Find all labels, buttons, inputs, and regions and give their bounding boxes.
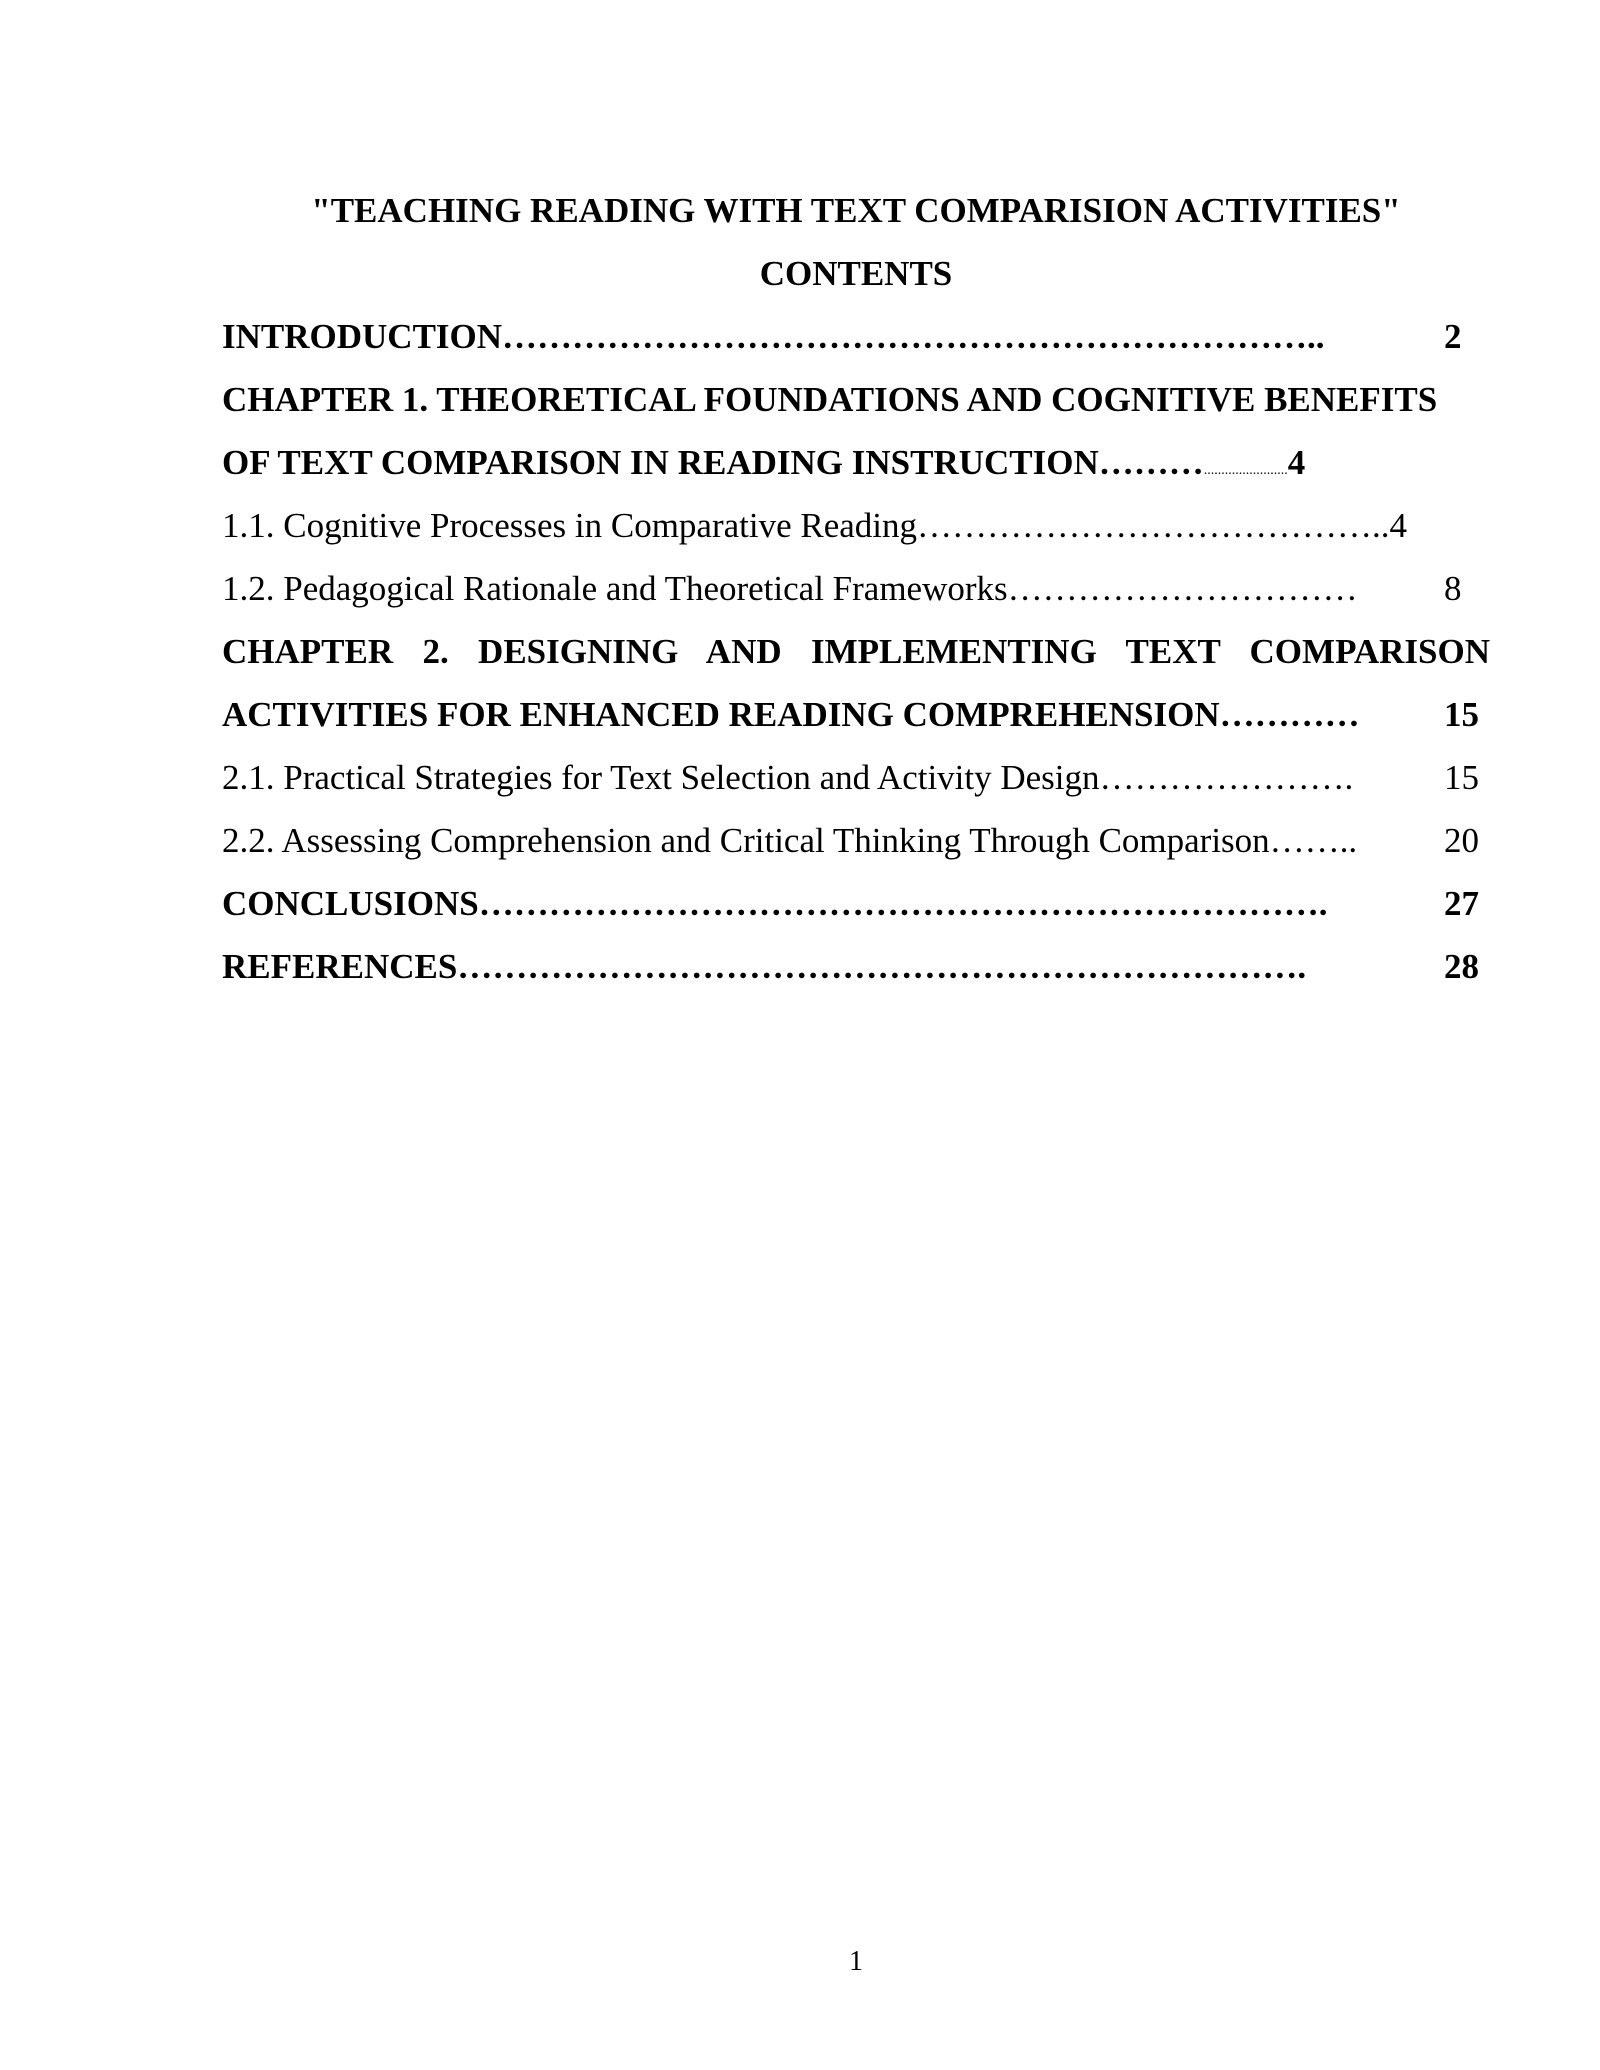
toc-entry-references[interactable] [222, 946, 1490, 988]
page-number: 1 [849, 1946, 863, 1977]
toc-entry-1-1[interactable] [222, 505, 1490, 547]
toc-entry-2-2[interactable] [222, 820, 1490, 862]
toc-entry-page: 2 [1444, 317, 1462, 356]
toc-entry-label: INTRODUCTION…………………………………………………………….. [222, 317, 1325, 356]
toc-entry-label: 1.1. Cognitive Processes in Comparative Reading…………………………………..4 [222, 506, 1408, 545]
toc-entry-label: ACTIVITIES FOR ENHANCED READING COMPREHENSION………… [222, 695, 1360, 734]
toc-entry-label: CHAPTER 1. THEORETICAL FOUNDATIONS AND COGNITIVE BENEFITS [222, 380, 1438, 419]
document-title: "TEACHING READING WITH TEXT COMPARISION ACTIVITIES" [311, 191, 1401, 230]
toc-entry-label: 2.2. Assessing Comprehension and Critical Thinking Through Comparison…….. [222, 821, 1358, 860]
toc-entry-label: 1.2. Pedagogical Rationale and Theoretical Frameworks………………………… [222, 569, 1358, 608]
toc-entry-page: 4 [1389, 506, 1408, 545]
toc-entry-chapter-1-cont[interactable] [222, 442, 1490, 484]
toc-entry-chapter-2-cont[interactable] [222, 694, 1490, 736]
toc-entry-page: 20 [1444, 821, 1479, 860]
toc-entry-label: 2.1. Practical Strategies for Text Selection and Activity Design…………………. [222, 758, 1354, 797]
toc-entry-label: CHAPTER 2. DESIGNING AND IMPLEMENTING TEXT COMPARISON [222, 632, 1490, 671]
toc-dot-leader: ........................ [1203, 463, 1288, 478]
toc-entry-label: REFERENCES………………………………………………………………. [222, 947, 1307, 986]
toc-entry-page: 15 [1444, 695, 1479, 734]
toc-entry-2-1[interactable] [222, 757, 1490, 799]
toc-entry-label: CONCLUSIONS………………………………………………………………. [222, 884, 1328, 923]
toc-entry-page: 15 [1444, 758, 1479, 797]
toc-entry-1-2[interactable] [222, 568, 1490, 610]
toc-entry-page: 8 [1444, 569, 1462, 608]
toc-entry-chapter-2[interactable] [222, 631, 1490, 673]
toc-entry-introduction[interactable] [222, 316, 1490, 358]
toc-entry-label: OF TEXT COMPARISON IN READING INSTRUCTION………........................4 [222, 443, 1306, 482]
toc-entry-page: 27 [1444, 884, 1479, 923]
toc-entry-chapter-1[interactable] [222, 379, 1490, 421]
toc-entry-page: 28 [1444, 947, 1479, 986]
toc-entry-conclusions[interactable] [222, 883, 1490, 925]
contents-heading: CONTENTS [759, 254, 953, 293]
toc-entry-page: 4 [1287, 443, 1306, 482]
